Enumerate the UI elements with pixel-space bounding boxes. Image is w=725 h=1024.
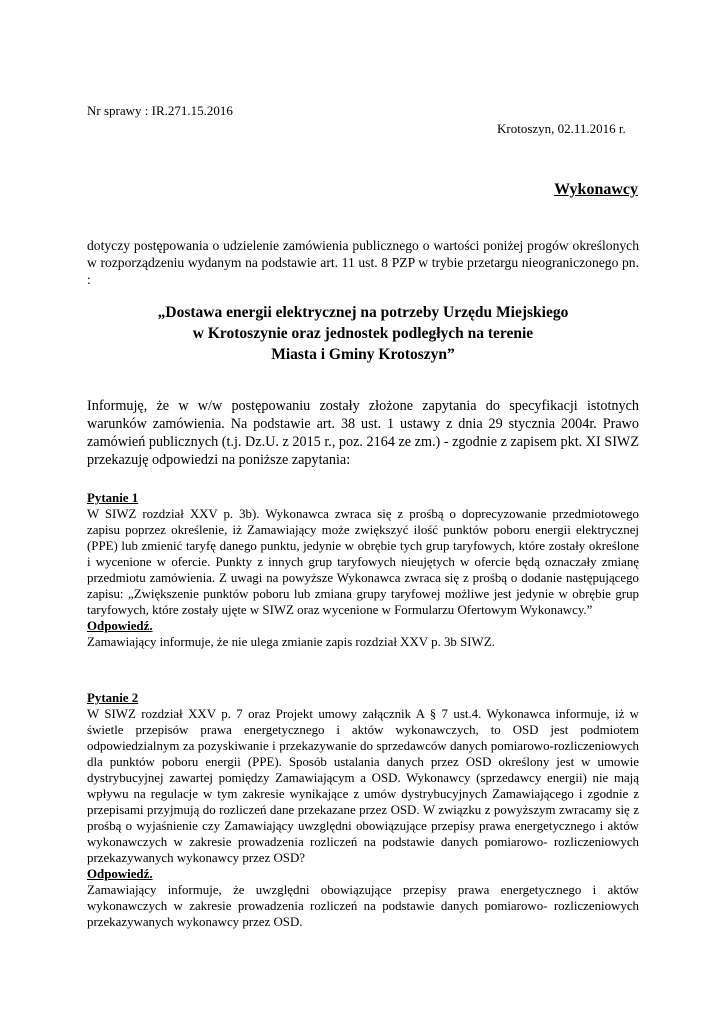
tender-title	[87, 302, 639, 365]
question-block-1	[87, 490, 639, 650]
answer-heading: Odpowiedź.	[87, 619, 153, 633]
question-block-2	[87, 690, 639, 930]
answer-text: Zamawiający informuje, że nie ulega zmianie zapis rozdział XXV p. 3b SIWZ.	[87, 635, 495, 649]
question-text: W SIWZ rozdział XXV p. 3b). Wykonawca zwraca się z prośbą o doprecyzowanie przedmiotowego zapisu poprzez określenie, iż Zamawiający może zwiększyć ilość punktów poboru energii elektrycznej (PPE) lub zmienić taryfę danego punktu, jedynie w obrębie tych grup taryfowych, które zostały określone i wycenione w ofercie. Punkty z innych grup taryfowych nieujętych w ofercie będą oznaczały zmianę przedmiotu zamówienia. Z uwagi na powyższe Wykonawca zwraca się z prośbą o dodanie następującego zapisu: „Zwiększenie punktów poboru lub zmiana grupy taryfowej możliwe jest jedynie w obrębie grup taryfowych, które zostały ujęte w SIWZ oraz wycenione w Formularzu Ofertowym Wykonawcy.”	[87, 507, 639, 617]
question-text: W SIWZ rozdział XXV p. 7 oraz Projekt umowy załącznik A § 7 ust.4. Wykonawca informuje, iż w świetle przepisów prawa energetycznego i aktów wykonawczych, to OSD jest podmiotem odpowiedzialnym za pozyskiwanie i przekazywanie do sprzedawców danych pomiarowo-rozliczeniowych dla punktów poboru energii (PPE). Sposób ustalania danych przez OSD określony jest w umowie dystrybucyjnej zawartej pomiędzy Zamawiającym a OSD. Wykonawcy (sprzedawcy energii) nie mają wpływu na regulacje w tym zakresie wynikające z umów dystrybucyjnych Zamawiającego i zgodnie z przepisami przyjmują do rozliczeń dane przekazane przez OSD. W związku z powyższym zwracamy się z prośbą o wyjaśnienie czy Zamawiający uwzględni obowiązujące przepisy prawa energetycznego i aktów wykonawczych w zakresie prowadzenia rozliczeń na podstawie danych pomiarowo- rozliczeniowych przekazywanych wykonawcy przez OSD?	[87, 707, 639, 865]
tender-title-line-3: Miasta i Gminy Krotoszyn”	[271, 346, 455, 363]
tender-title-line-1: „Dostawa energii elektrycznej na potrzeby Urzędu Miejskiego	[157, 304, 569, 321]
question-heading: Pytanie 1	[87, 491, 139, 505]
recipient-heading: Wykonawcy	[554, 181, 638, 198]
case-number: Nr sprawy : IR.271.15.2016	[87, 103, 233, 118]
answer-text: Zamawiający informuje, że uwzględni obowiązujące przepisy prawa energetycznego i aktów wykonawczych w zakresie prowadzenia rozliczeń na podstawie danych pomiarowo- rozliczeniowych przekazywanych wykonawcy przez OSD.	[87, 883, 639, 929]
intro-paragraph: dotyczy postępowania o udzielenie zamówienia publicznego o wartości poniżej progów określonych w rozporządzeniu wydanym na podstawie art. 11 ust. 8 PZP w trybie przetargu nieograniczonego pn. :	[87, 238, 639, 287]
answer-heading: Odpowiedź.	[87, 867, 153, 881]
information-paragraph: Informuję, że w w/w postępowaniu zostały złożone zapytania do specyfikacji istotnych warunków zamówienia. Na podstawie art. 38 ust. 1 ustawy z dnia 29 stycznia 2004r. Prawo zamówień publicznych (t.j. Dz.U. z 2015 r., poz. 2164 ze zm.) - zgodnie z zapisem pkt. XI SIWZ przekazuję odpowiedzi na poniższe zapytania:	[87, 398, 639, 468]
tender-title-line-2: w Krotoszynie oraz jednostek podległych na terenie	[192, 325, 534, 342]
question-heading: Pytanie 2	[87, 691, 139, 705]
place-date: Krotoszyn, 02.11.2016 r.	[497, 121, 626, 136]
